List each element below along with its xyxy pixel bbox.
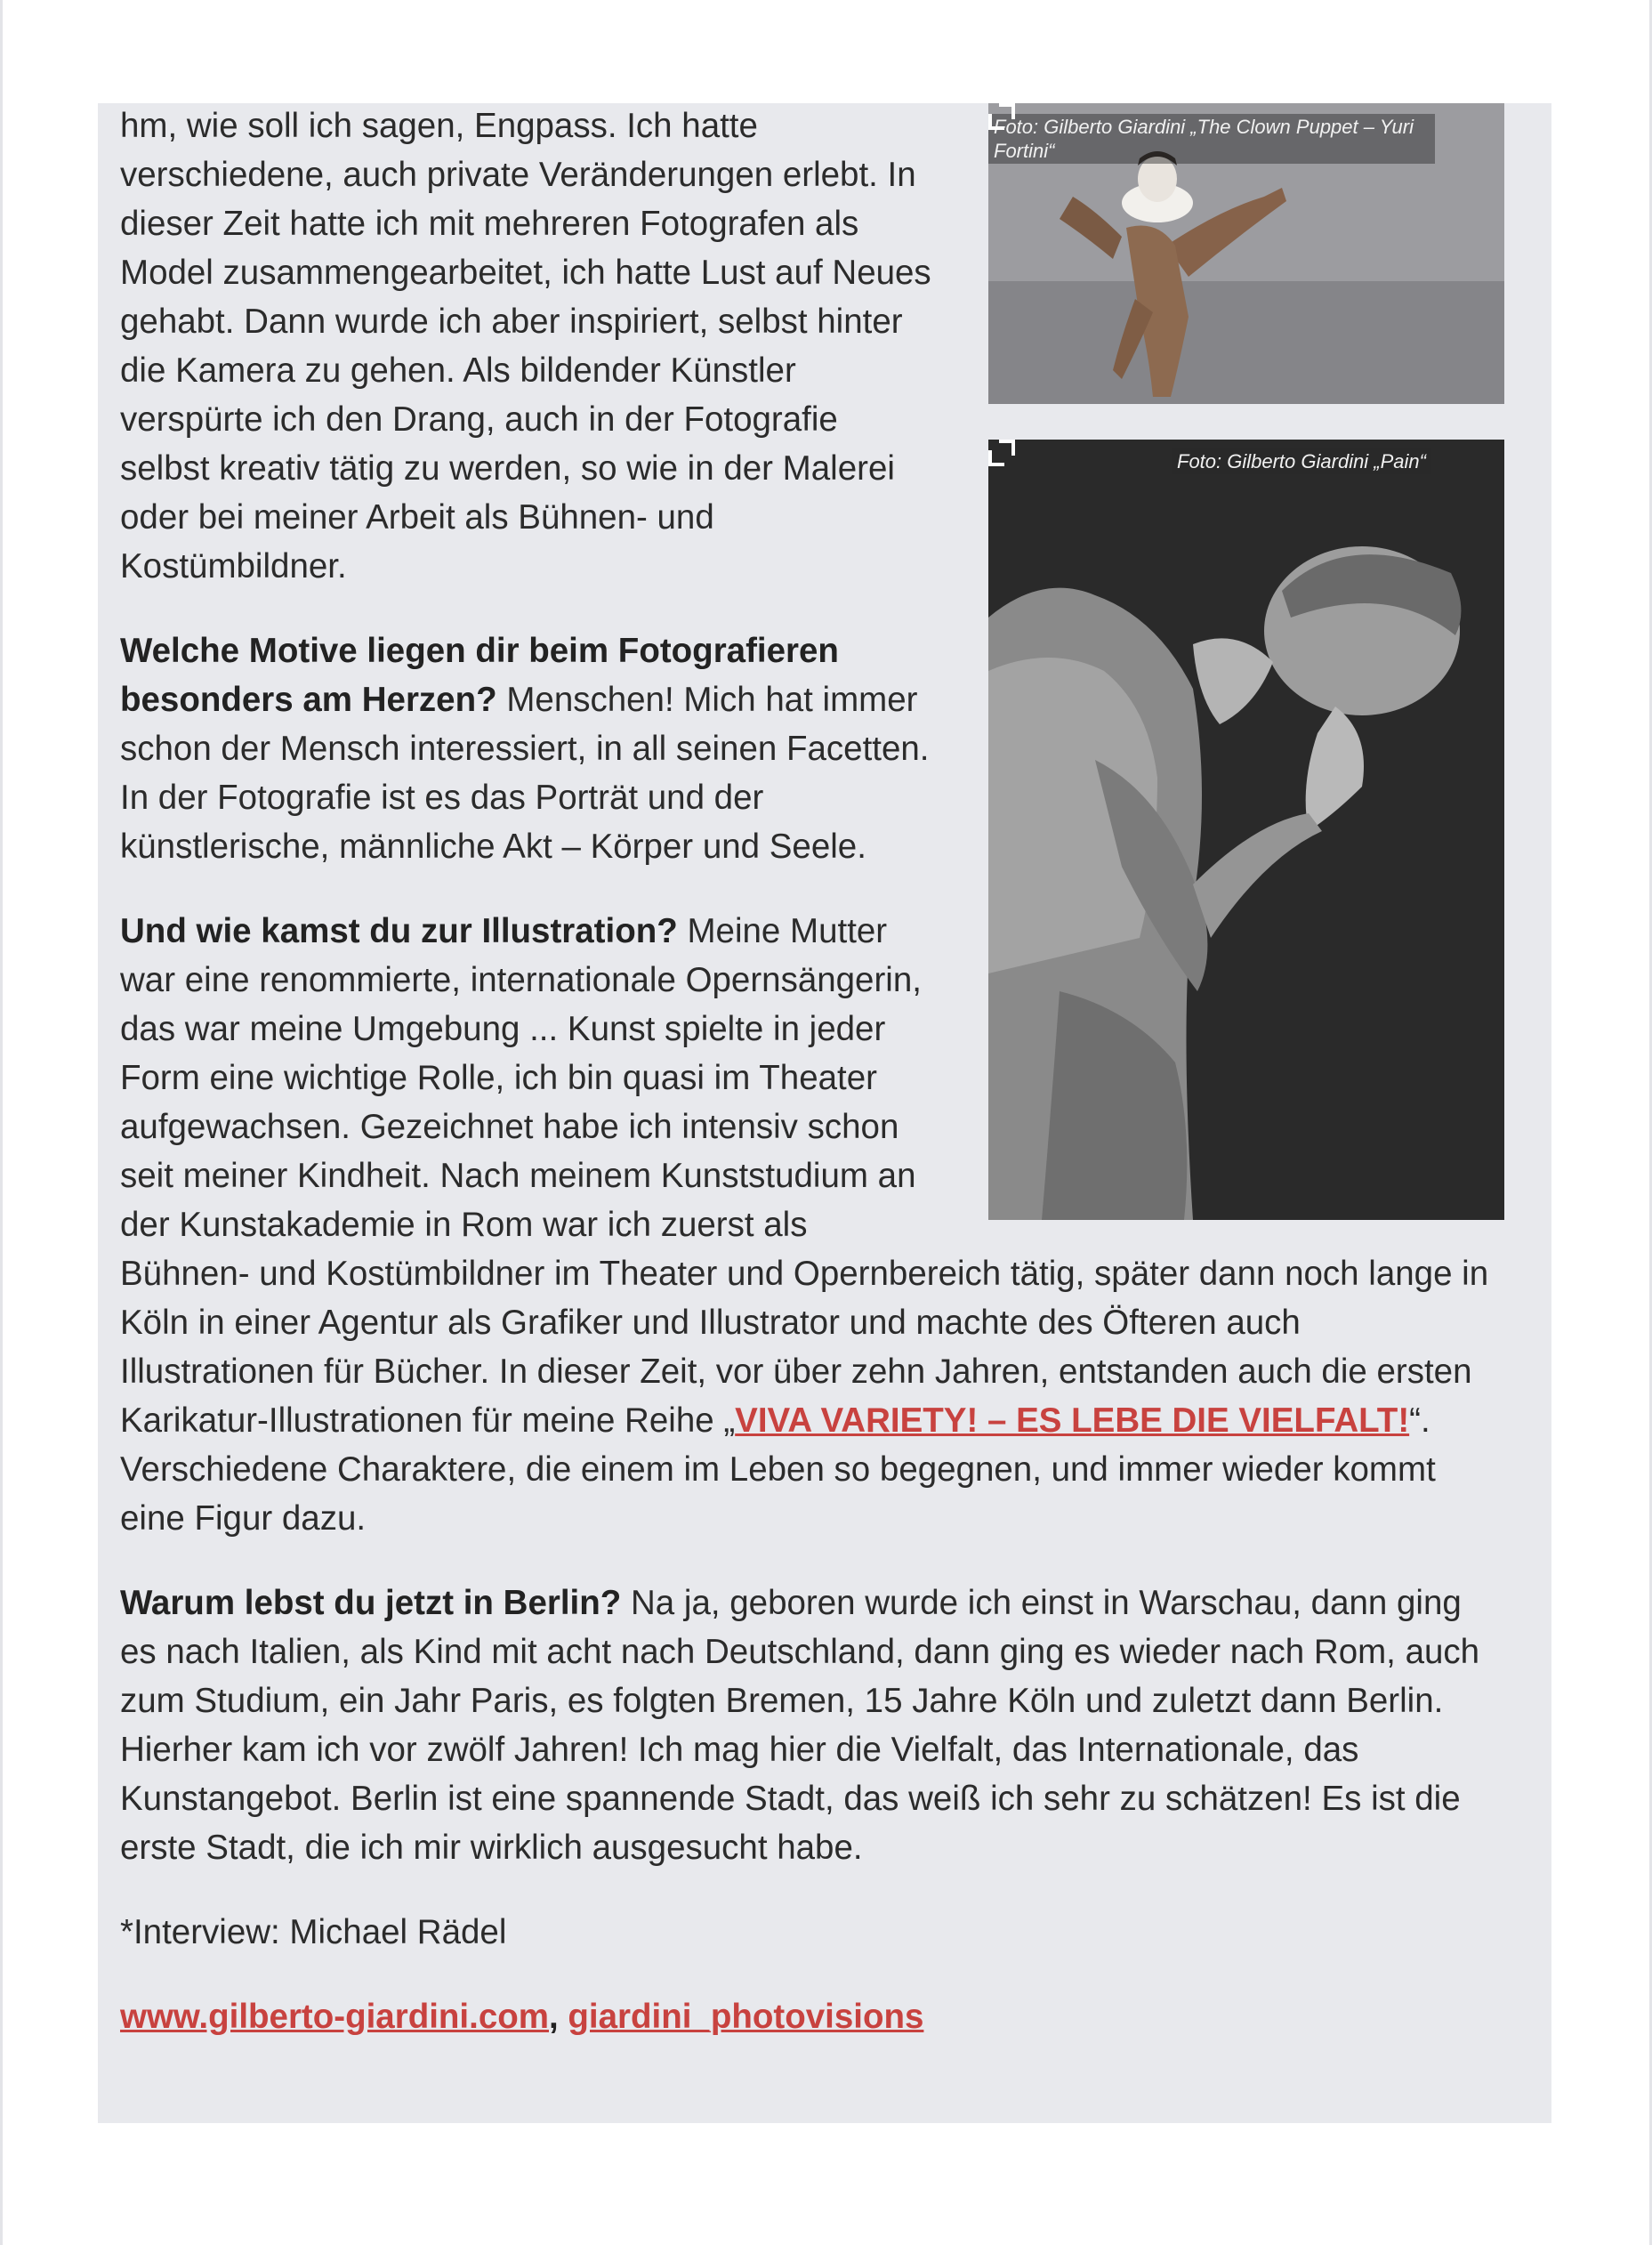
article-body <box>120 101 1499 2077</box>
expand-icon[interactable] <box>988 103 1015 130</box>
photo-pain-image <box>988 440 1504 1220</box>
paragraph-intro: hm, wie soll ich sagen, Engpass. Ich hatte verschiedene, auch private Veränderungen erlebt. In dieser Zeit hatte ich mit mehreren Fotografen als Model zusammengearbeitet, ich hatte Lust auf Neues gehabt. Dann wurde ich aber inspiriert, selbst hinter die Kamera zu gehen. Als bildender Künstler verspürte ich den Drang, auch in der Fotografie selbst kreativ tätig zu werden, so wie in der Malerei oder bei meiner Arbeit als Bühnen- und Kostümbildner. <box>120 107 931 585</box>
question-motives: Welche Motive liegen dir beim Fotografieren besonders am Herzen? <box>120 632 839 719</box>
viva-variety-link[interactable]: VIVA VARIETY! – ES LEBE DIE VIELFALT! <box>735 1401 1410 1440</box>
answer-berlin: Na ja, geboren wurde ich einst in Warschau, dann ging es nach Italien, als Kind mit acht nach Deutschland, dann ging es wieder nach Rom, auch zum Studium, ein Jahr Paris, es folgten Bremen, 15 Jahre Köln und zuletzt dann Berlin. Hierher kam ich vor zwölf Jahren! Ich mag hier die Vielfalt, das Internationale, das Kunstangebot. Berlin ist eine spannende Stadt, das weiß ich sehr zu schätzen! Es ist die erste Stadt, die ich mir wirklich ausgesucht habe. <box>120 1584 1480 1867</box>
answer-illustration-end: “. Verschiedene Charaktere, die einem im Leben so begegnen, und immer wieder kommt eine Figur dazu. <box>120 1401 1436 1538</box>
question-illustration: Und wie kamst du zur Illustration? <box>120 912 678 950</box>
instagram-link[interactable]: giardini_photovisions <box>568 1998 924 2036</box>
photo-column <box>988 103 1504 1220</box>
photo-clown-puppet[interactable] <box>988 103 1504 404</box>
question-berlin: Warum lebst du jetzt in Berlin? <box>120 1584 622 1622</box>
page-frame-left <box>0 0 3 2245</box>
website-link[interactable]: www.gilberto-giardini.com <box>120 1998 549 2036</box>
expand-icon[interactable] <box>988 440 1015 466</box>
links-line <box>120 1992 1499 2041</box>
photo-caption: Foto: Gilberto Giardini „The Clown Puppet – Yuri Fortini“ <box>988 114 1435 164</box>
photo-pain[interactable] <box>988 440 1504 1220</box>
link-separator: , <box>548 1998 568 2036</box>
paragraph-berlin <box>120 1579 1499 1872</box>
interview-credit: *Interview: Michael Rädel <box>120 1913 507 1951</box>
answer-illustration: Meine Mutter war eine renommierte, internationale Opernsängerin, das war meine Umgebung ... Kunst spielte in jeder Form eine wichtige Rolle, ich bin quasi im Theater aufgewachsen. Gezeichnet habe ich intensiv schon seit meiner Kindheit. Nach meinem Kunststudium an der Kunstakademie in Rom war ich zuerst als Bühnen- und Kostümbildner im Theater und Opernbereich tätig, später dann noch lange in Köln in einer Agentur als Grafiker und Illustrator und machte des Öfteren auch Illustrationen für Bücher. In dieser Zeit, vor über zehn Jahren, entstanden auch die ersten Karikatur-Illustrationen für meine Reihe „ <box>120 912 1489 1440</box>
photo-caption: Foto: Gilberto Giardini „Pain“ <box>1172 448 1431 474</box>
answer-motives: Menschen! Mich hat immer schon der Mensch interessiert, in all seinen Facetten. In der Fotografie ist es das Porträt und der künstlerische, männliche Akt – Körper und Seele. <box>120 681 930 866</box>
